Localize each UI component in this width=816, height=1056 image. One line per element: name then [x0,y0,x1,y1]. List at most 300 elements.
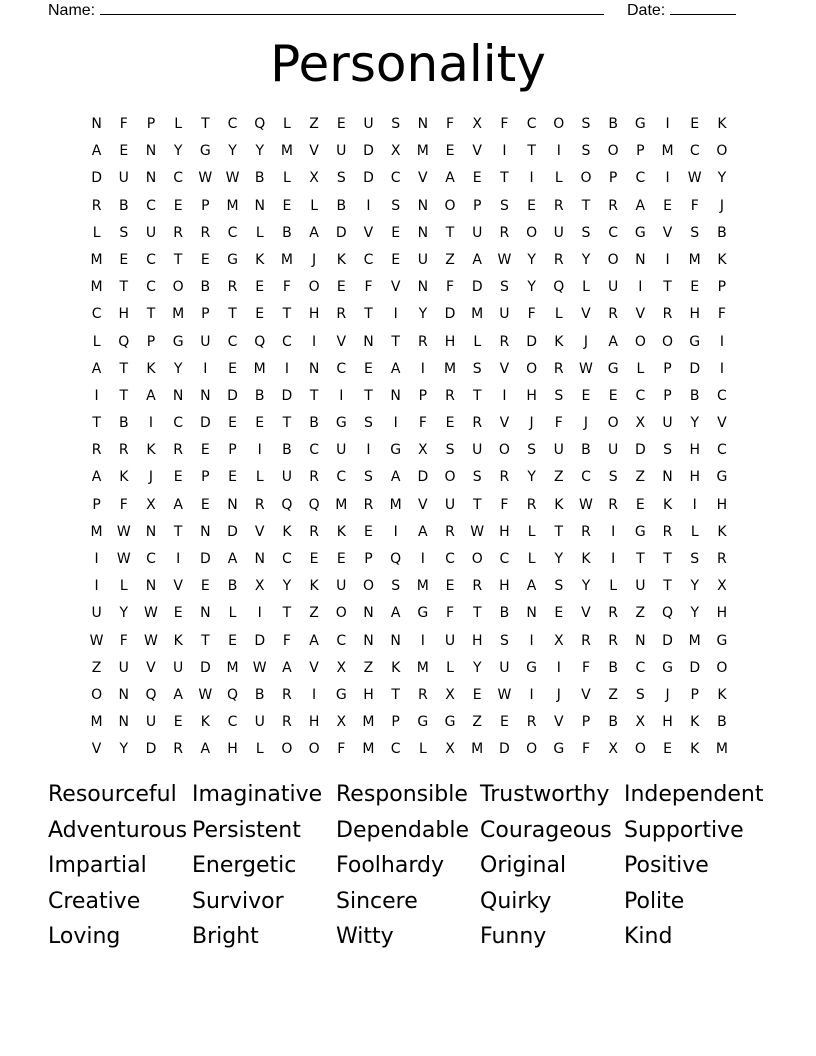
grid-letter: L [527,551,536,567]
grid-letter: F [581,659,590,676]
grid-letter: S [499,632,509,649]
grid-letter: S [527,442,537,459]
grid-letter: F [119,632,128,649]
grid-letter: J [583,333,589,350]
grid-letter: L [174,116,183,132]
grid-letter: N [417,279,429,296]
grid-letter: V [336,333,347,350]
grid-letter: D [444,306,456,323]
date-blank-line[interactable] [670,0,736,15]
grid-letter: Y [527,279,536,296]
grid-letter: U [336,442,347,459]
grid-letter: S [608,469,618,486]
grid-letter: O [444,197,456,214]
grid-letter: W [198,686,213,703]
grid-letter: E [445,578,455,595]
grid-letter: Y [717,170,727,187]
grid-letter: T [663,578,672,595]
grid-letter: I [393,415,398,432]
grid-letter: I [393,523,398,540]
grid-letter: G [335,686,347,703]
grid-letter: F [446,605,455,622]
grid-letter: N [227,496,238,513]
grid-letter: E [472,170,482,187]
grid-letter: F [500,496,509,513]
grid-letter: M [471,306,484,323]
grid-letter: B [309,415,319,432]
grid-row [83,329,743,356]
grid-letter: R [254,496,265,513]
grid-letter: K [717,523,727,540]
grid-letter: C [282,551,292,567]
grid-letter: O [607,415,619,432]
word-bank-item: Sincere [336,888,418,914]
grid-letter: R [553,197,564,214]
grid-letter: V [581,686,591,703]
grid-letter: O [308,741,320,758]
grid-letter: M [226,659,239,676]
grid-letter: E [228,632,237,649]
grid-letter: M [280,251,293,268]
grid-letter: T [663,279,672,296]
grid-letter: F [337,741,346,758]
grid-letter: X [390,143,401,160]
grid-letter: T [282,306,292,323]
grid-letter: X [445,741,455,758]
grid-letter: I [420,632,425,649]
grid-letter: T [173,523,183,540]
grid-letter: I [148,415,154,432]
grid-letter: F [364,279,373,296]
grid-letter: Y [418,306,428,323]
grid-letter: F [446,116,455,132]
grid-letter: H [227,741,238,758]
grid-letter: I [94,387,99,404]
word-bank-item: Dependable [336,817,469,843]
grid-letter: R [526,714,537,731]
grid-letter: C [282,333,292,350]
grid-letter: U [336,578,347,595]
grid-row [83,220,743,247]
grid-letter: L [554,170,563,187]
grid-letter: D [254,632,266,649]
grid-letter: V [309,143,319,160]
grid-letter: B [608,116,618,132]
grid-letter: S [499,197,509,214]
grid-letter: K [119,469,129,486]
grid-letter: R [581,632,591,649]
name-field[interactable] [48,0,604,20]
grid-letter: Y [173,360,183,377]
grid-letter: N [635,251,646,268]
grid-letter: D [335,224,347,241]
grid-letter: V [581,306,591,323]
grid-letter: Y [690,605,699,622]
grid-row [83,628,743,655]
grid-letter: K [717,116,727,132]
grid-letter: I [203,360,208,377]
grid-letter: T [92,415,101,432]
grid-letter: T [554,523,564,540]
grid-letter: L [554,306,563,323]
grid-letter: Y [581,251,591,268]
grid-letter: H [499,523,510,540]
grid-letter: K [662,496,673,513]
name-blank-line[interactable] [100,0,604,15]
grid-letter: R [472,415,483,432]
grid-letter: W [198,170,213,187]
grid-letter: X [309,170,319,187]
grid-letter: S [391,197,401,214]
grid-letter: D [91,170,102,187]
grid-letter: R [608,605,619,622]
grid-letter: Z [472,714,483,731]
grid-letter: H [689,442,700,459]
grid-letter: M [362,741,375,758]
grid-letter: E [663,197,672,214]
grid-letter: B [608,714,618,731]
grid-letter: E [173,714,183,731]
grid-letter: R [526,496,537,513]
grid-letter: G [634,224,646,241]
grid-letter: T [500,170,509,187]
grid-letter: O [580,170,592,187]
grid-letter: A [608,333,618,350]
grid-letter: S [119,224,129,241]
word-bank-item: Independent [624,782,764,807]
grid-letter: W [579,496,593,513]
grid-letter: T [472,496,482,513]
grid-letter: U [608,442,619,459]
grid-letter: K [255,251,265,268]
grid-letter: A [309,224,319,241]
grid-row [83,546,743,573]
grid-letter: N [118,686,130,703]
grid-letter: D [634,442,646,459]
grid-letter: S [445,442,455,459]
grid-letter: E [608,387,618,404]
grid-letter: W [687,170,702,187]
grid-letter: S [364,469,373,486]
grid-letter: D [526,333,537,350]
grid-letter: M [90,251,103,268]
grid-letter: Q [662,605,674,622]
grid-letter: X [146,496,156,513]
grid-row [83,682,743,709]
grid-letter: I [556,659,561,676]
grid-letter: R [336,306,347,323]
grid-letter: M [90,279,103,296]
grid-letter: O [172,279,184,296]
grid-letter: J [148,469,154,486]
grid-letter: S [690,551,700,567]
grid-letter: C [146,551,156,567]
grid-letter: N [526,605,537,622]
grid-letter: C [227,333,238,350]
grid-letter: L [636,360,645,377]
grid-letter: P [92,496,101,513]
grid-letter: C [445,551,455,567]
grid-letter: I [366,442,371,459]
grid-letter: C [227,714,238,731]
grid-letter: E [499,714,509,731]
grid-letter: D [363,170,374,187]
grid-row [83,193,743,220]
grid-letter: Q [308,496,320,513]
grid-letter: J [529,415,534,432]
grid-letter: Q [227,686,239,703]
grid-letter: O [91,686,103,703]
page-title: Personality [270,35,546,93]
grid-letter: K [554,496,564,513]
grid-letter: Y [119,741,129,758]
grid-letter: Z [309,605,319,622]
grid-letter: Z [91,659,102,676]
grid-letter: V [662,224,673,241]
grid-letter: Q [553,279,565,296]
grid-letter: T [309,387,319,404]
grid-letter: X [336,714,347,731]
grid-letter: I [638,279,643,296]
grid-letter: K [336,523,346,540]
grid-row [83,519,743,546]
grid-letter: F [717,306,726,323]
worksheet-header [48,0,768,20]
grid-letter: C [390,170,401,187]
grid-letter: R [608,197,619,214]
grid-letter: D [199,659,211,676]
word-bank-item: Foolhardy [336,853,444,879]
grid-letter: R [118,442,129,459]
grid-letter: Q [281,496,293,513]
grid-letter: C [717,442,727,459]
grid-letter: S [581,224,591,241]
grid-letter: X [635,714,646,731]
grid-letter: T [119,387,129,404]
grid-letter: A [91,360,102,377]
grid-letter: B [717,714,727,731]
grid-letter: D [499,741,510,758]
grid-letter: N [390,632,401,649]
grid-letter: Z [445,251,455,268]
grid-letter: N [417,116,429,132]
grid-letter: E [336,116,346,132]
grid-letter: E [663,741,672,758]
grid-letter: A [472,251,482,268]
grid-letter: N [417,224,429,241]
grid-letter: I [176,551,181,567]
grid-letter: G [634,116,646,132]
grid-letter: R [309,523,319,540]
word-bank-item: Resourceful [48,782,177,807]
grid-letter: I [284,360,289,377]
grid-letter: P [418,387,428,404]
grid-letter: B [608,659,618,676]
grid-letter: L [609,578,618,595]
grid-letter: X [254,578,265,595]
grid-letter: W [497,686,512,703]
grid-letter: G [526,659,538,676]
grid-letter: U [281,469,293,486]
grid-letter: J [312,251,317,268]
grid-letter: L [473,333,482,350]
grid-row [83,464,743,491]
grid-letter: W [470,523,485,540]
grid-letter: M [172,306,185,323]
grid-letter: T [119,360,129,377]
grid-letter: N [390,387,401,404]
grid-letter: E [200,251,210,268]
grid-letter: V [553,714,564,731]
grid-letter: S [499,279,509,296]
grid-letter: L [418,741,427,758]
grid-letter: W [116,551,131,567]
grid-letter: R [581,523,591,540]
grid-letter: I [719,360,724,377]
grid-letter: E [173,197,183,214]
grid-letter: V [581,605,591,622]
grid-letter: X [635,415,646,432]
grid-letter: A [309,632,319,649]
grid-letter: L [446,659,454,676]
grid-letter: M [362,714,375,731]
grid-letter: O [444,469,456,486]
grid-letter: R [173,741,184,758]
grid-letter: L [255,469,264,486]
grid-letter: B [118,415,129,432]
grid-letter: C [608,224,619,241]
grid-letter: N [200,387,211,404]
grid-letter: E [255,306,265,323]
grid-letter: T [663,551,672,567]
grid-letter: H [471,632,483,649]
grid-letter: A [91,469,102,486]
word-bank-item: Imaginative [192,782,323,807]
grid-letter: I [312,333,317,350]
grid-letter: K [717,686,727,703]
grid-letter: E [364,360,373,377]
grid-letter: N [200,605,211,622]
grid-letter: V [91,741,102,758]
grid-letter: I [257,442,262,459]
grid-letter: F [282,632,291,649]
grid-letter: A [282,659,292,676]
grid-letter: N [254,551,265,567]
grid-letter: T [472,387,482,404]
grid-letter: E [554,605,564,622]
grid-letter: E [690,279,700,296]
grid-letter: P [690,686,699,703]
word-bank-item: Witty [336,924,394,950]
grid-letter: A [445,170,455,187]
grid-letter: R [309,469,319,486]
grid-letter: Y [282,578,292,595]
grid-letter: T [445,224,455,241]
grid-letter: E [282,197,292,214]
grid-letter: V [390,279,401,296]
word-bank-item: Trustworthy [480,782,610,807]
grid-letter: Z [635,605,646,622]
grid-letter: A [390,605,401,622]
grid-letter: R [173,442,184,459]
grid-letter: R [608,306,619,323]
date-field[interactable] [627,0,736,20]
grid-letter: G [227,251,238,268]
grid-letter: G [444,714,456,731]
grid-letter: K [146,442,156,459]
grid-letter: M [389,496,402,513]
grid-letter: G [689,333,701,350]
grid-letter: G [553,741,565,758]
grid-letter: C [390,741,401,758]
grid-letter: H [118,306,130,323]
grid-letter: R [553,251,564,268]
grid-letter: G [634,523,646,540]
grid-letter: T [173,251,183,268]
grid-letter: Z [553,469,564,486]
grid-letter: E [173,605,183,622]
grid-row [83,736,743,763]
grid-letter: C [173,170,184,187]
word-bank-item: Courageous [480,817,612,843]
grid-letter: B [254,686,265,703]
grid-letter: D [227,523,238,540]
grid-letter: U [200,333,211,350]
grid-letter: E [200,496,210,513]
grid-letter: T [282,605,292,622]
grid-letter: W [252,659,267,676]
grid-letter: S [391,116,401,132]
grid-letter: C [689,143,700,160]
grid-letter: D [417,469,429,486]
grid-letter: N [662,469,673,486]
grid-letter: L [582,279,590,296]
grid-row [83,165,743,192]
grid-row [83,111,743,138]
grid-letter: U [173,659,184,676]
grid-letter: S [472,469,482,486]
grid-letter: M [416,143,429,160]
word-bank-item: Quirky [480,888,552,914]
grid-letter: T [146,306,156,323]
grid-letter: I [692,496,697,513]
grid-letter: E [391,224,401,241]
grid-letter: S [364,415,373,432]
grid-letter: U [118,170,129,187]
grid-letter: K [282,523,292,540]
grid-letter: N [145,170,157,187]
grid-letter: Y [472,659,482,676]
grid-letter: W [497,251,512,268]
grid-letter: L [310,197,318,214]
grid-row [83,573,743,600]
grid-letter: A [418,523,428,540]
grid-letter: E [200,578,210,595]
grid-letter: R [499,333,510,350]
grid-letter: R [173,224,184,241]
grid-row [83,492,743,519]
grid-letter: Y [527,469,536,486]
word-search-grid [83,111,743,764]
grid-letter: T [527,143,536,160]
grid-letter: I [420,551,425,567]
grid-letter: K [717,251,727,268]
grid-letter: D [145,741,157,758]
grid-letter: F [527,306,536,323]
grid-letter: I [366,197,371,214]
grid-letter: S [472,360,482,377]
grid-letter: D [363,143,374,160]
